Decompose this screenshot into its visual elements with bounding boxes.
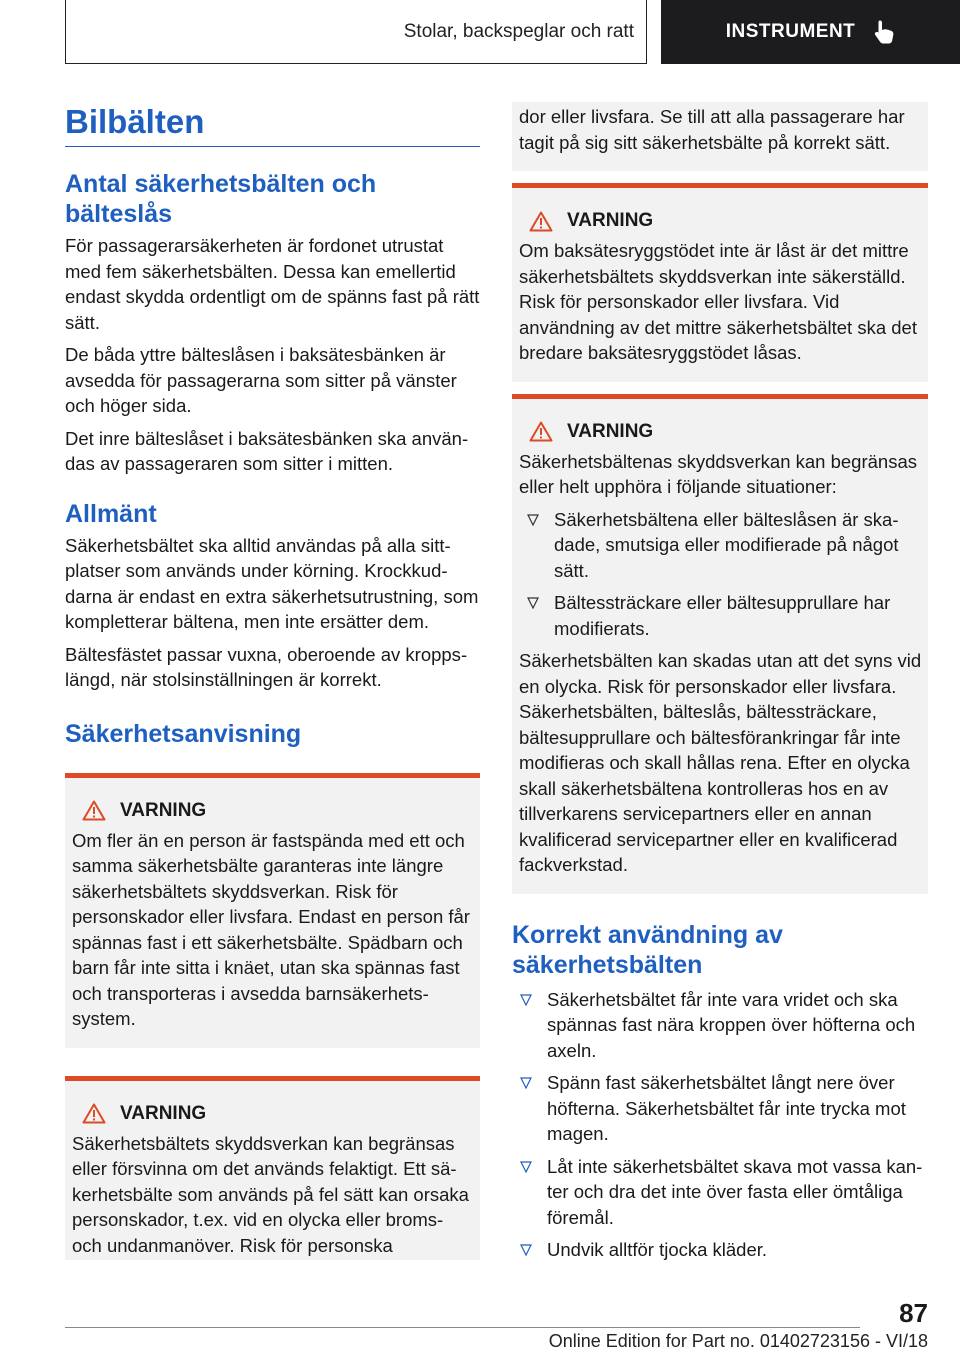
list-item: Bältessträckare eller bältesupprullare har modifierats.	[519, 590, 922, 641]
footer-edition: Online Edition for Part no. 01402723156 - VI/18	[548, 1331, 928, 1351]
warning-box	[65, 1076, 480, 1261]
page-title: Bilbälten	[65, 100, 480, 147]
warning-box	[512, 394, 928, 894]
list-item: Spänn fast säkerhetsbältet långt nere över höfterna. Säkerhetsbältet får inte trycka mot magen.	[512, 1070, 928, 1147]
warning-title: VARNING	[120, 1102, 207, 1124]
triangle-bullet-icon	[520, 994, 532, 1006]
warning-box-continued	[512, 102, 928, 171]
warning-header	[72, 798, 474, 824]
paragraph: Det inre bälteslåset i baksätesbänken ska användas av passageraren som sitter i mitten.	[65, 427, 469, 474]
page-number: 87	[899, 1298, 928, 1328]
warning-header	[519, 208, 922, 234]
paragraph: De båda yttre bälteslåsen i baksätesbänken är avsedda för passagerarna som sitter på vänster och höger sida.	[65, 344, 457, 416]
warning-box	[512, 183, 928, 382]
footer-divider	[65, 1327, 860, 1328]
chapter-tab[interactable]	[661, 0, 960, 64]
triangle-bullet-icon	[520, 1077, 532, 1089]
paragraph: För passagerarsäkerheten är fordonet utrustat med fem säkerhetsbälten. Dessa kan emellertid endast skydda ordentligt om de spänns fast på rätt sätt.	[65, 235, 480, 333]
heading-correct-use: Korrekt användning av säkerhetsbälten	[512, 920, 783, 979]
page-header	[0, 0, 960, 66]
warning-title: VARNING	[120, 799, 207, 821]
warning-text: Säkerhetsbältenas skyddsverkan kan begränsas eller helt upphöra i följande situationer:	[519, 450, 917, 497]
heading-belt-count: Antal säkerhetsbälten och bälteslås	[65, 170, 377, 228]
paragraph: Bältesfästet passar vuxna, oberoende av kroppslängd, när stolsinställningen är korrekt.	[65, 643, 468, 690]
warning-list	[519, 507, 922, 642]
correct-use-list	[512, 987, 928, 1263]
warning-box	[65, 773, 480, 1048]
warning-text: Säkerhetsbälten kan skadas utan att det syns vid en olycka. Risk för personskador eller livsfara. Säkerhetsbälten, bälteslås, bältessträckare, bältesupprullare och bältesförankringar får inte modifieras och skall hållas rena. Efter en olycka skall säkerhetsbältena kontrolleras hos en av tillverkarens servicepartners eller en annan kvalificerad servicepartner eller en kvalificerad fackverkstad.	[519, 650, 922, 875]
left-column	[65, 100, 480, 1260]
warning-title: VARNING	[567, 210, 654, 231]
pointing-hand-icon	[873, 19, 895, 45]
heading-general: Allmänt	[65, 499, 157, 528]
warning-triangle-icon	[82, 1103, 106, 1124]
chapter-title: INSTRUMENT	[725, 21, 856, 42]
warning-text: dor eller livsfara. Se till att alla passagerare har tagit på sig sitt säkerhetsbälte på korrekt sätt.	[519, 106, 905, 153]
warning-title: VARNING	[567, 420, 654, 442]
section-title: Stolar, backspeglar och ratt	[403, 20, 634, 42]
section-tab[interactable]	[65, 0, 647, 64]
list-item: Säkerhetsbältena eller bälteslåsen är skadade, smutsiga eller modifierade på något sätt.	[519, 507, 922, 584]
warning-text: Om baksätesryggstödet inte är låst är det mittre säkerhetsbältets skyddsverkan inte säkerställd. Risk för personskador eller livsfara. Vid användning av det mittre säkerhetsbältet ska det bredare baksätesryggstödet låsas.	[519, 240, 917, 363]
heading-safety: Säkerhetsanvisning	[65, 719, 302, 748]
warning-header	[72, 1101, 474, 1127]
list-item: Säkerhetsbältet får inte vara vridet och ska spännas fast nära kroppen över höfterna och axeln.	[512, 987, 928, 1064]
triangle-bullet-icon	[520, 1244, 532, 1256]
paragraph: Säkerhetsbältet ska alltid användas på alla sittplatser som används under körning. Krockkuddarna är endast en extra säkerhetsutrustning, som kompletterar bältena, men inte ersätter dem.	[65, 534, 479, 632]
right-column	[512, 100, 928, 1263]
warning-header	[519, 419, 922, 445]
list-item: Undvik alltför tjocka kläder.	[512, 1237, 928, 1263]
warning-text: Om fler än en person är fastspända med ett och samma säkerhetsbälte garanteras inte längre säkerhetsbältets skyddsverkan. Risk för personskador eller livsfara. Endast en person får spännas fast i ett säkerhetsbälte. Spädbarn och barn får inte sitta i knäet, utan ska spännas fast och transporteras i avsedda barnsäkerhetssystem.	[72, 829, 470, 1029]
triangle-bullet-icon	[527, 514, 539, 526]
list-item: Låt inte säkerhetsbältet skava mot vassa kanter och dra det inte över fasta eller ömtåliga föremål.	[512, 1154, 928, 1231]
triangle-bullet-icon	[520, 1161, 532, 1173]
warning-triangle-icon	[529, 421, 553, 442]
triangle-bullet-icon	[527, 597, 539, 609]
warning-triangle-icon	[529, 211, 553, 232]
warning-triangle-icon	[82, 800, 106, 821]
warning-text: Säkerhetsbältets skyddsverkan kan begränsas eller försvinna om det används felaktigt. Ett säkerhetsbälte som används på fel sätt kan orsaka personskador, t.ex. vid en olycka eller broms- och undanmanöver. Risk för personska	[72, 1132, 469, 1256]
